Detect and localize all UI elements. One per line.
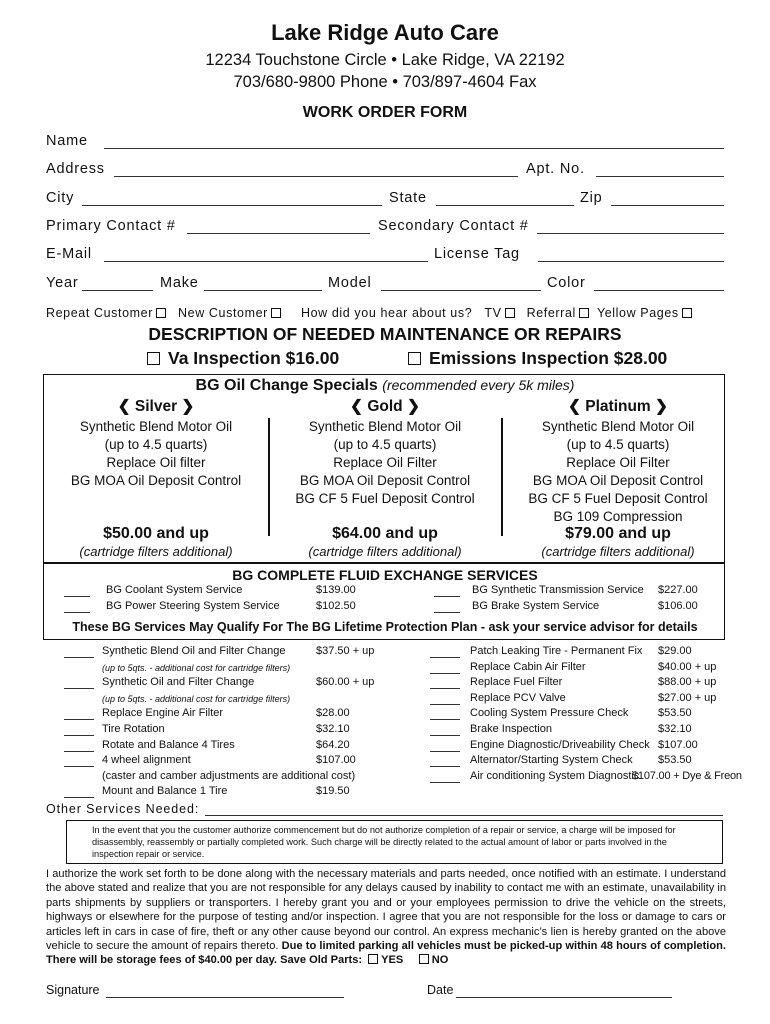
- service-price: $107.00 + Dye & Freon: [632, 769, 742, 782]
- service-price: $64.20: [316, 738, 350, 751]
- service-name: (up to 5qts. - additional cost for cartridge filters): [102, 662, 291, 673]
- customer-type-row: [46, 306, 692, 320]
- service-price: $60.00 + up: [316, 676, 375, 689]
- fluid-service-price: $106.00: [658, 600, 698, 612]
- tv-checkbox[interactable]: [505, 308, 515, 318]
- chevron-left-icon: ❮: [350, 398, 364, 415]
- color-label: Color: [547, 275, 586, 291]
- tier-name-text: Silver: [134, 398, 178, 415]
- email-field[interactable]: [104, 261, 428, 262]
- oil-specials-title: [0, 377, 770, 395]
- service-checkbox-line[interactable]: [430, 766, 460, 767]
- referral-label: Referral: [526, 306, 576, 320]
- authorization-paragraph: [46, 867, 726, 968]
- service-checkbox-line[interactable]: [64, 688, 94, 689]
- referral-checkbox[interactable]: [579, 308, 589, 318]
- referral-question: How did you hear about us?: [301, 306, 473, 320]
- service-price: $37.50 + up: [316, 645, 375, 657]
- license-tag-field[interactable]: [538, 261, 724, 262]
- city-field[interactable]: [82, 205, 382, 206]
- tier-item: BG MOA Oil Deposit Control: [532, 473, 704, 488]
- fluid-service-checkbox-line[interactable]: [64, 612, 90, 613]
- signature-label: Signature: [46, 983, 100, 997]
- authorization-text: I authorize the work set forth to be done along with the necessary materials and parts needed, once notified with an estimate. I understand the above stated and realize that you are not responsible for any delays caused by inability to contact me with an estimate, unavailability in parts shipments by suppliers or transporters. I hereby grant you and or your employees permission to drive the vehicle on the streets, highways or elsewhere for the purpose of testing and/or inspection. I agree that you are not responsible for the loss or damage to cars or articles left in cars in case of fire, theft or any other cause beyond our control. An express mechanic’s lien is hereby granted on the above vehicle to secure the amount of repairs thereto.: [46, 868, 726, 953]
- tier-platinum[interactable]: [518, 398, 718, 561]
- repeat-customer-label: Repeat Customer: [46, 306, 153, 320]
- disclaimer-text: In the event that you the customer authorize commencement but do not authorize completion of a repair or service, a charge will be imposed for disassembly, reassembly or partially completed work. Such charge will be directly related to the actual amount of labor or parts involved in the inspection repair or service.: [92, 825, 676, 859]
- service-price: $32.10: [658, 723, 692, 735]
- tier-item: BG 109 Compression: [553, 509, 683, 524]
- zip-label: Zip: [580, 190, 603, 206]
- service-name: Replace PCV Valve: [470, 691, 566, 704]
- primary-contact-label: Primary Contact #: [46, 218, 176, 234]
- maintenance-heading: DESCRIPTION OF NEEDED MAINTENANCE OR REPAIRS: [148, 324, 622, 344]
- emissions-inspection-option[interactable]: [408, 348, 667, 369]
- fluid-service-checkbox-line[interactable]: [434, 612, 460, 613]
- tier-note: (cartridge filters additional): [541, 544, 695, 559]
- new-customer-checkbox[interactable]: [271, 308, 281, 318]
- service-name: (caster and camber adjustments are additional cost): [102, 769, 356, 782]
- service-name: Synthetic Oil and Filter Change: [102, 676, 255, 689]
- authorization-bold-text: Due to limited parking all vehicles must be picked-up within 48 hours of completion. There will be storage fees of $40.00 per day. Save Old Parts:: [46, 940, 726, 967]
- service-checkbox-line[interactable]: [430, 704, 460, 705]
- tier-name: [285, 398, 485, 418]
- make-label: Make: [160, 275, 199, 291]
- year-field[interactable]: [82, 290, 153, 291]
- tier-divider: [501, 418, 503, 536]
- fluid-service-checkbox-line[interactable]: [434, 596, 460, 597]
- name-field[interactable]: [104, 148, 724, 149]
- chevron-left-icon: ❮: [567, 398, 581, 415]
- fluid-service-name: BG Coolant System Service: [106, 584, 243, 596]
- tier-item: BG CF 5 Fuel Deposit Control: [295, 491, 475, 506]
- date-field[interactable]: [456, 997, 672, 998]
- make-field[interactable]: [204, 290, 322, 291]
- address-label: Address: [46, 161, 105, 177]
- yellow-pages-label: Yellow Pages: [596, 306, 679, 320]
- service-checkbox-line[interactable]: [430, 719, 460, 720]
- service-checkbox-line[interactable]: [430, 673, 460, 674]
- tier-name: [518, 398, 718, 418]
- oil-specials-subtitle: (recommended every 5k miles): [382, 377, 575, 393]
- service-price: $107.00: [316, 754, 356, 767]
- service-price: $28.00: [316, 707, 350, 720]
- service-price: $40.00 + up: [658, 660, 717, 673]
- tier-item: (up to 4.5 quarts): [566, 437, 670, 452]
- service-checkbox-line[interactable]: [64, 735, 94, 736]
- signature-field[interactable]: [106, 997, 344, 998]
- business-name: Lake Ridge Auto Care: [271, 20, 499, 45]
- fluid-service-checkbox-line[interactable]: [64, 596, 90, 597]
- save-parts-no-checkbox[interactable]: [419, 954, 429, 964]
- repeat-customer-checkbox[interactable]: [156, 308, 166, 318]
- service-checkbox-line[interactable]: [430, 735, 460, 736]
- chevron-left-icon: ❮: [117, 398, 131, 415]
- fluid-service-price: $102.50: [316, 600, 356, 612]
- save-parts-no-label: NO: [431, 954, 449, 967]
- tier-item: Replace Oil Filter: [333, 455, 437, 470]
- service-checkbox-line[interactable]: [430, 782, 460, 783]
- tier-price: $64.00 and up: [332, 525, 438, 542]
- model-field[interactable]: [381, 290, 541, 291]
- service-checkbox-line[interactable]: [430, 751, 460, 752]
- service-name: Air conditioning System Diagnostic: [470, 769, 640, 782]
- tier-note: (cartridge filters additional): [308, 544, 462, 559]
- tier-item: Synthetic Blend Motor Oil: [541, 419, 695, 434]
- date-label: Date: [427, 983, 454, 997]
- state-field[interactable]: [436, 205, 574, 206]
- service-checkbox-line[interactable]: [64, 751, 94, 752]
- service-name: Replace Engine Air Filter: [102, 707, 224, 720]
- service-name: Engine Diagnostic/Driveability Check: [470, 738, 650, 751]
- fluid-service-name: BG Synthetic Transmission Service: [472, 584, 644, 596]
- service-checkbox-line[interactable]: [64, 719, 94, 720]
- service-name: 4 wheel alignment: [102, 754, 191, 767]
- chevron-right-icon: ❯: [655, 398, 669, 415]
- email-label: E-Mail: [46, 246, 92, 262]
- chevron-right-icon: ❯: [406, 398, 420, 415]
- disclaimer-box: [66, 820, 723, 864]
- va-inspection-option[interactable]: [147, 348, 339, 369]
- form-title: WORK ORDER FORM: [302, 104, 468, 121]
- apt-label: Apt. No.: [526, 161, 585, 177]
- tier-name-text: Platinum: [585, 398, 651, 415]
- service-checkbox-line[interactable]: [430, 688, 460, 689]
- address-field[interactable]: [114, 176, 518, 177]
- tier-item: (up to 4.5 quarts): [104, 437, 208, 452]
- tier-price: $79.00 and up: [565, 525, 671, 542]
- service-name: Rotate and Balance 4 Tires: [102, 738, 235, 751]
- oil-specials-title-text: BG Oil Change Specials: [195, 377, 378, 394]
- tier-item: BG MOA Oil Deposit Control: [299, 473, 471, 488]
- secondary-contact-field[interactable]: [537, 233, 724, 234]
- service-name: Tire Rotation: [102, 723, 165, 735]
- other-services-field[interactable]: [205, 815, 723, 816]
- service-price: $32.10: [316, 723, 350, 735]
- emissions-inspection-checkbox[interactable]: [408, 352, 421, 365]
- fluid-service-price: $139.00: [316, 584, 356, 596]
- save-parts-yes-checkbox[interactable]: [368, 954, 378, 964]
- service-name: Cooling System Pressure Check: [470, 707, 629, 720]
- service-price: $27.00 + up: [658, 691, 717, 704]
- apt-field[interactable]: [596, 176, 724, 177]
- tier-item: (up to 4.5 quarts): [333, 437, 437, 452]
- service-name: Mount and Balance 1 Tire: [102, 785, 228, 798]
- tier-item: Replace Oil Filter: [566, 455, 670, 470]
- city-label: City: [46, 190, 75, 206]
- service-name: Replace Cabin Air Filter: [470, 660, 586, 673]
- save-parts-yes-label: YES: [381, 954, 404, 967]
- secondary-contact-label: Secondary Contact #: [378, 218, 529, 234]
- service-name: Patch Leaking Tire - Permanent Fix: [470, 645, 643, 657]
- va-inspection-checkbox[interactable]: [147, 352, 160, 365]
- color-field[interactable]: [594, 290, 724, 291]
- va-inspection-label: Va Inspection $16.00: [168, 348, 340, 368]
- tier-name: [56, 398, 256, 418]
- primary-contact-field[interactable]: [187, 233, 370, 234]
- tier-name-text: Gold: [367, 398, 403, 415]
- service-checkbox-line[interactable]: [64, 766, 94, 767]
- business-address: 12234 Touchstone Circle • Lake Ridge, VA 22192: [205, 51, 565, 69]
- new-customer-label: New Customer: [178, 306, 268, 320]
- service-checkbox-line[interactable]: [64, 797, 94, 798]
- fluid-exchange-footer: These BG Services May Qualify For The BG Lifetime Protection Plan - ask your service advisor for details: [72, 620, 698, 634]
- service-price: $29.00: [658, 645, 692, 657]
- chevron-right-icon: ❯: [181, 398, 195, 415]
- tier-item: Synthetic Blend Motor Oil: [308, 419, 462, 434]
- service-price: $53.50: [658, 707, 692, 720]
- fluid-service-name: BG Brake System Service: [472, 600, 600, 612]
- year-label: Year: [46, 275, 79, 291]
- name-label: Name: [46, 133, 88, 149]
- fluid-exchange-title: BG COMPLETE FLUID EXCHANGE SERVICES: [232, 567, 538, 583]
- service-name: Alternator/Starting System Check: [470, 754, 633, 767]
- service-name: (up to 5qts. - additional cost for cartridge filters): [102, 693, 291, 704]
- tier-item: Replace Oil filter: [106, 455, 206, 470]
- tier-silver[interactable]: [56, 398, 256, 561]
- tier-item: BG CF 5 Fuel Deposit Control: [528, 491, 708, 506]
- service-price: $19.50: [316, 785, 350, 798]
- tv-label: TV: [484, 306, 502, 320]
- fluid-service-name: BG Power Steering System Service: [106, 600, 280, 612]
- other-services-label: Other Services Needed:: [46, 802, 200, 816]
- tier-divider: [268, 418, 270, 536]
- tier-price: $50.00 and up: [103, 525, 209, 542]
- model-label: Model: [328, 275, 372, 291]
- tier-gold[interactable]: [285, 398, 485, 561]
- service-checkbox-line[interactable]: [64, 657, 94, 658]
- tier-item: BG MOA Oil Deposit Control: [70, 473, 242, 488]
- emissions-inspection-label: Emissions Inspection $28.00: [429, 348, 668, 368]
- service-price: $53.50: [658, 754, 692, 767]
- state-label: State: [389, 190, 427, 206]
- business-phone: 703/680-9800 Phone • 703/897-4604 Fax: [233, 73, 537, 91]
- service-name: Synthetic Blend Oil and Filter Change: [102, 645, 286, 657]
- tier-item: Synthetic Blend Motor Oil: [79, 419, 233, 434]
- yellow-pages-checkbox[interactable]: [682, 308, 692, 318]
- service-name: Brake Inspection: [470, 723, 552, 735]
- service-name: Replace Fuel Filter: [470, 676, 563, 689]
- tier-note: (cartridge filters additional): [79, 544, 233, 559]
- service-price: $107.00: [658, 738, 698, 751]
- fluid-service-price: $227.00: [658, 584, 698, 596]
- service-checkbox-line[interactable]: [430, 657, 460, 658]
- license-tag-label: License Tag: [434, 246, 520, 262]
- zip-field[interactable]: [611, 205, 724, 206]
- service-price: $88.00 + up: [658, 676, 717, 689]
